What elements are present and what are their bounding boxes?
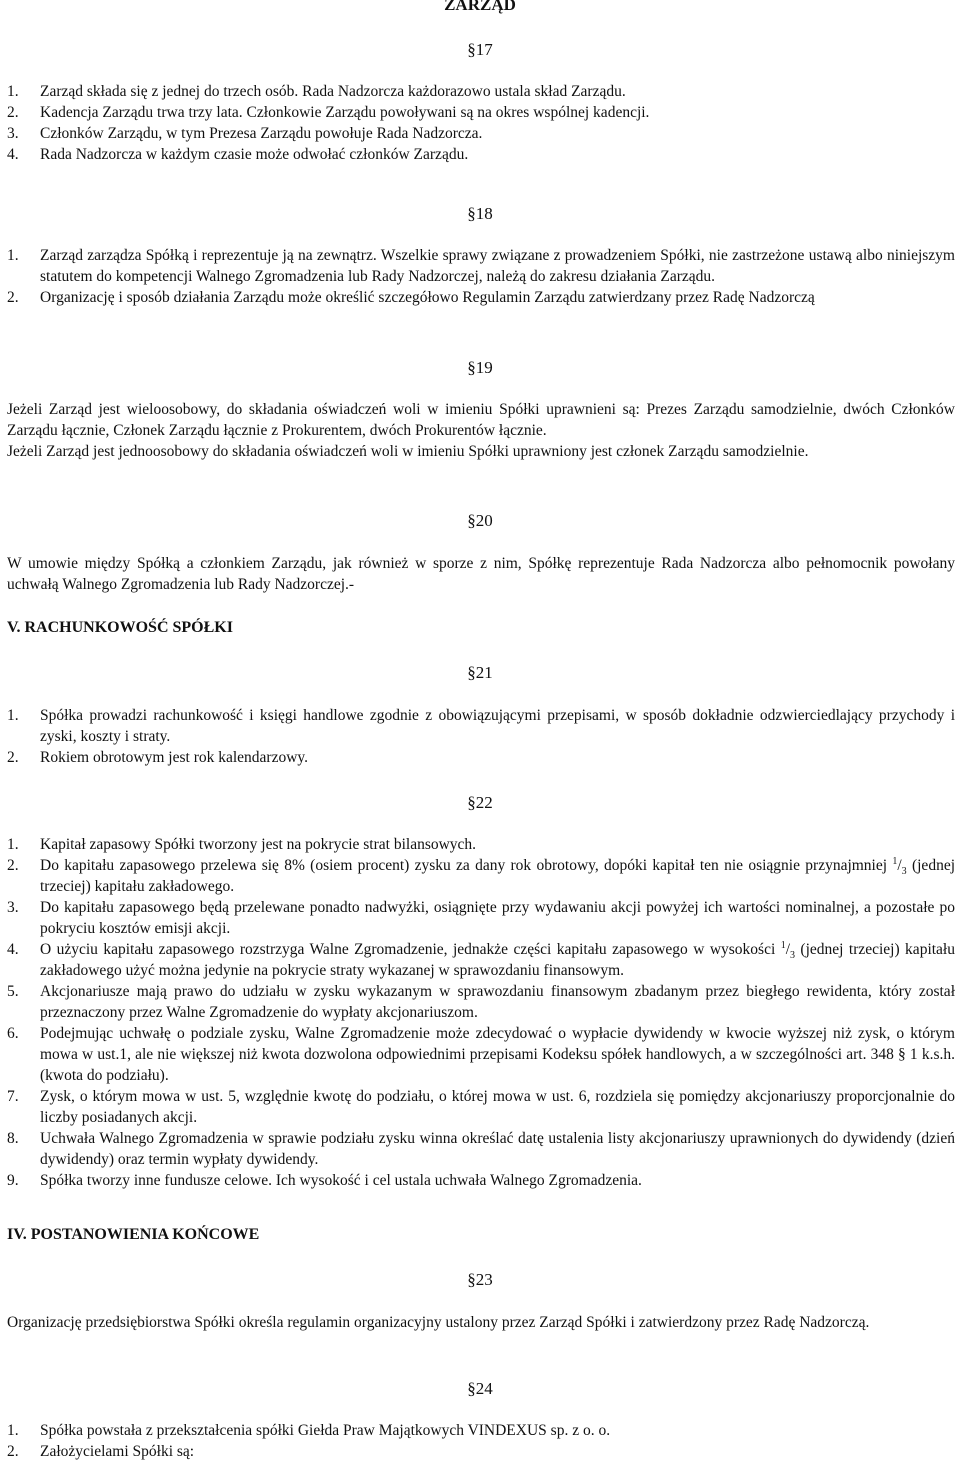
paragraph-number-21: §21 bbox=[467, 663, 493, 682]
chapter-heading-rachunkowosc: V. RACHUNKOWOŚĆ SPÓŁKI bbox=[7, 619, 233, 636]
list-item: 2. Do kapitału zapasowego przelewa się 8% (osiem procent) zysku za dany rok obrotowy, dopóki kapitał ten nie osiągnie przynajmniej $^1/_3$ (jednej trzeciej) kapitału zakładowego. bbox=[7, 855, 955, 895]
list-item: 2. Kadencja Zarządu trwa trzy lata. Członkowie Zarządu powoływani są na okres wspólnej kadencji. bbox=[7, 104, 650, 121]
paragraph-20-text: W umowie między Spółką a członkiem Zarządu, jak również w sporze z nim, Spółkę reprezentuje Rada Nadzorcza albo pełnomocnik powołany uchwałą Walnego Zgromadzenia lub Rady Nadzorczej.- bbox=[7, 555, 955, 593]
list-item: 1. Zarząd składa się z jednej do trzech osób. Rada Nadzorcza każdorazowo ustala skład Zarządu. bbox=[7, 83, 626, 100]
fraction-numerator: 1 bbox=[780, 939, 786, 951]
list-item: 7. Zysk, o którym mowa w ust. 5, względnie kwotę do podziału, o której mowa w ust. 6, rozdziela się pomiędzy akcjonariuszy proporcjonalnie do liczby posiadanych akcji. bbox=[7, 1088, 955, 1126]
list-item: 8. Uchwała Walnego Zgromadzenia w sprawie podziału zysku winna określać datę ustalenia listy akcjonariuszy uprawnionych do dywidendy (dzień dywidendy) oraz termin wypłaty dywidendy. bbox=[7, 1130, 955, 1168]
paragraph-24-list bbox=[7, 1420, 955, 1462]
fraction-denominator: 3 bbox=[901, 866, 907, 878]
list-item: 9. Spółka tworzy inne fundusze celowe. Ich wysokość i cel ustala uchwała Walnego Zgromadzenia. bbox=[7, 1172, 642, 1189]
paragraph-number-22: §22 bbox=[467, 793, 493, 812]
paragraph-19-text bbox=[7, 399, 955, 462]
paragraph-18-list bbox=[7, 245, 955, 308]
paragraph-text: Jeżeli Zarząd jest wieloosobowy, do składania oświadczeń woli w imieniu Spółki uprawnieni są: Prezes Zarządu samodzielnie, dwóch Członków Zarządu łącznie, Członek Zarządu łącznie z Prokurentem, dwóch Prokurentów łącznie. bbox=[7, 401, 955, 439]
paragraph-17-list bbox=[7, 81, 955, 165]
list-item: 3. Członków Zarządu, w tym Prezesa Zarządu powołuje Rada Nadzorcza. bbox=[7, 125, 483, 142]
list-item: 1. Spółka powstała z przekształcenia spółki Giełda Praw Majątkowych VINDEXUS sp. z o. o. bbox=[7, 1422, 611, 1439]
list-item: 4. O użyciu kapitału zapasowego rozstrzyga Walne Zgromadzenie, jednakże części kapitału zapasowego w wysokości $^1/_3$ (jednej trzeciej) kapitału zakładowego użyć można jedynie na pokrycie straty wykazanej w sprawozdaniu finansowym. bbox=[7, 939, 955, 979]
fraction-numerator: 1 bbox=[892, 855, 898, 867]
paragraph-21-list bbox=[7, 705, 955, 768]
list-item: 3. Do kapitału zapasowego będą przelewane ponadto nadwyżki, osiągnięte przy wydawaniu akcji powyżej ich wartości nominalnej, a pozostałe po pokryciu kosztów emisji akcji. bbox=[7, 899, 955, 937]
paragraph-number-20: §20 bbox=[467, 511, 493, 530]
section-heading-zarzad: ZARZĄD bbox=[444, 0, 516, 14]
list-item: 1. Zarząd zarządza Spółką i reprezentuje ją na zewnątrz. Wszelkie sprawy związane z prowadzeniem Spółki, nie zastrzeżone ustawą albo niniejszym statutem do kompetencji Walnego Zgromadzenia lub Rady Nadzorczej, należą do zakresu działania Zarządu. bbox=[7, 247, 955, 285]
paragraph-text: Jeżeli Zarząd jest jednoosobowy do składania oświadczeń woli w imieniu Spółki uprawniony jest członek Zarządu samodzielnie. bbox=[7, 443, 809, 460]
paragraph-23-text: Organizację przedsiębiorstwa Spółki określa regulamin organizacyjny ustalony przez Zarząd Spółki i zatwierdzony przez Radę Nadzorczą. bbox=[7, 1314, 870, 1331]
paragraph-22-list bbox=[7, 834, 955, 1191]
fraction-denominator: 3 bbox=[790, 950, 796, 962]
list-item: 5. Akcjonariusze mają prawo do udziału w zysku wykazanym w sprawozdaniu finansowym zbadanym przez biegłego rewidenta, który został przeznaczony przez Walne Zgromadzenie do wypłaty akcjonariuszom. bbox=[7, 983, 955, 1021]
list-item: 6. Podejmując uchwałę o podziale zysku, Walne Zgromadzenie może zdecydować o wypłacie dywidendy w kwocie wyższej niż zysk, o którym mowa w ust.1, ale nie większej niż kwota dozwolona odpowiednimi przepisami Kodeksu spółek handlowych, a w szczególności art. 348 § 1 k.s.h. (kwota do podziału). bbox=[7, 1025, 955, 1084]
list-item: 2. Rokiem obrotowym jest rok kalendarzowy. bbox=[7, 749, 309, 766]
paragraph-number-19: §19 bbox=[467, 358, 493, 377]
list-item: 4. Rada Nadzorcza w każdym czasie może odwołać członków Zarządu. bbox=[7, 146, 469, 163]
list-item: 2. Założycielami Spółki są: bbox=[7, 1443, 195, 1460]
list-item: 2. Organizację i sposób działania Zarządu może określić szczegółowo Regulamin Zarządu zatwierdzany przez Radę Nadzorczą bbox=[7, 289, 815, 306]
list-item: 1. Kapitał zapasowy Spółki tworzony jest na pokrycie strat bilansowych. bbox=[7, 836, 477, 853]
paragraph-number-23: §23 bbox=[467, 1270, 493, 1289]
paragraph-number-24: §24 bbox=[467, 1379, 493, 1398]
paragraph-number-17: §17 bbox=[467, 40, 493, 59]
chapter-heading-postanowienia: IV. POSTANOWIENIA KOŃCOWE bbox=[7, 1226, 260, 1243]
list-item: 1. Spółka prowadzi rachunkowość i księgi handlowe zgodnie z obowiązującymi przepisami, w sposób dokładnie odzwierciedlający przychody i zyski, koszty i straty. bbox=[7, 707, 955, 745]
paragraph-number-18: §18 bbox=[467, 204, 493, 223]
